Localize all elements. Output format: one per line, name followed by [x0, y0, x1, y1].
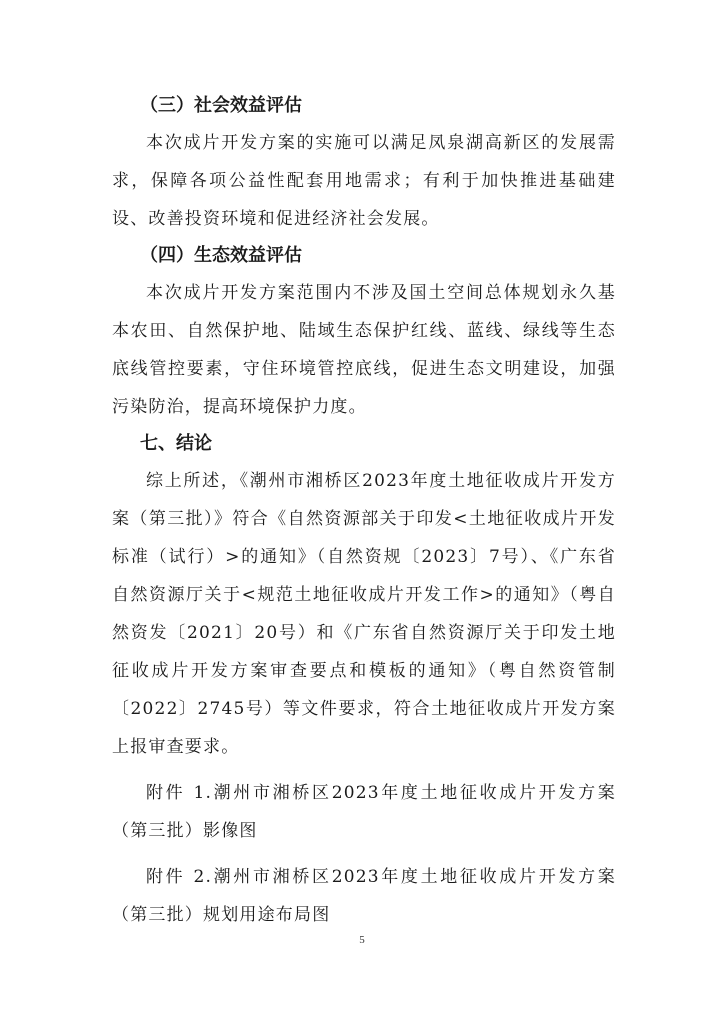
- page-content: [112, 88, 616, 934]
- section-heading-social-benefit: （三）社会效益评估: [140, 95, 302, 116]
- section-heading-conclusion: 七、结论: [140, 433, 212, 454]
- section-heading-ecological-benefit: （四）生态效益评估: [140, 245, 302, 266]
- appendix-item-1: 附件 1.潮州市湘桥区2023年度土地征收成片开发方案（第三批）影像图: [112, 783, 616, 841]
- paragraph-social-benefit: 本次成片开发方案的实施可以满足凤泉湖高新区的发展需求，保障各项公益性配套用地需求；有利于加快推进基础建设、改善投资环境和促进经济社会发展。: [112, 133, 616, 229]
- appendix-item-2: 附件 2.潮州市湘桥区2023年度土地征收成片开发方案（第三批）规划用途布局图: [112, 867, 616, 925]
- paragraph-ecological-benefit: 本次成片开发方案范围内不涉及国土空间总体规划永久基本农田、自然保护地、陆域生态保护红线、蓝线、绿线等生态底线管控要素，守住环境管控底线，促进生态文明建设，加强污染防治，提高环境保护力度。: [112, 283, 616, 417]
- page-number: 5: [359, 934, 365, 946]
- paragraph-conclusion: 综上所述，《潮州市湘桥区2023年度土地征收成片开发方案（第三批）》符合《自然资源部关于印发<土地征收成片开发标准（试行）>的通知》（自然资规〔2023〕7号）、《广东省自然资源厅关于<规范土地征收成片开发工作>的通知》（粤自然资发〔2021〕20号）和《广东省自然资源厅关于印发土地征收成片开发方案审查要点和模板的通知》（粤自然资管制〔2022〕2745号）等文件要求，符合土地征收成片开发方案上报审查要求。: [112, 471, 616, 757]
